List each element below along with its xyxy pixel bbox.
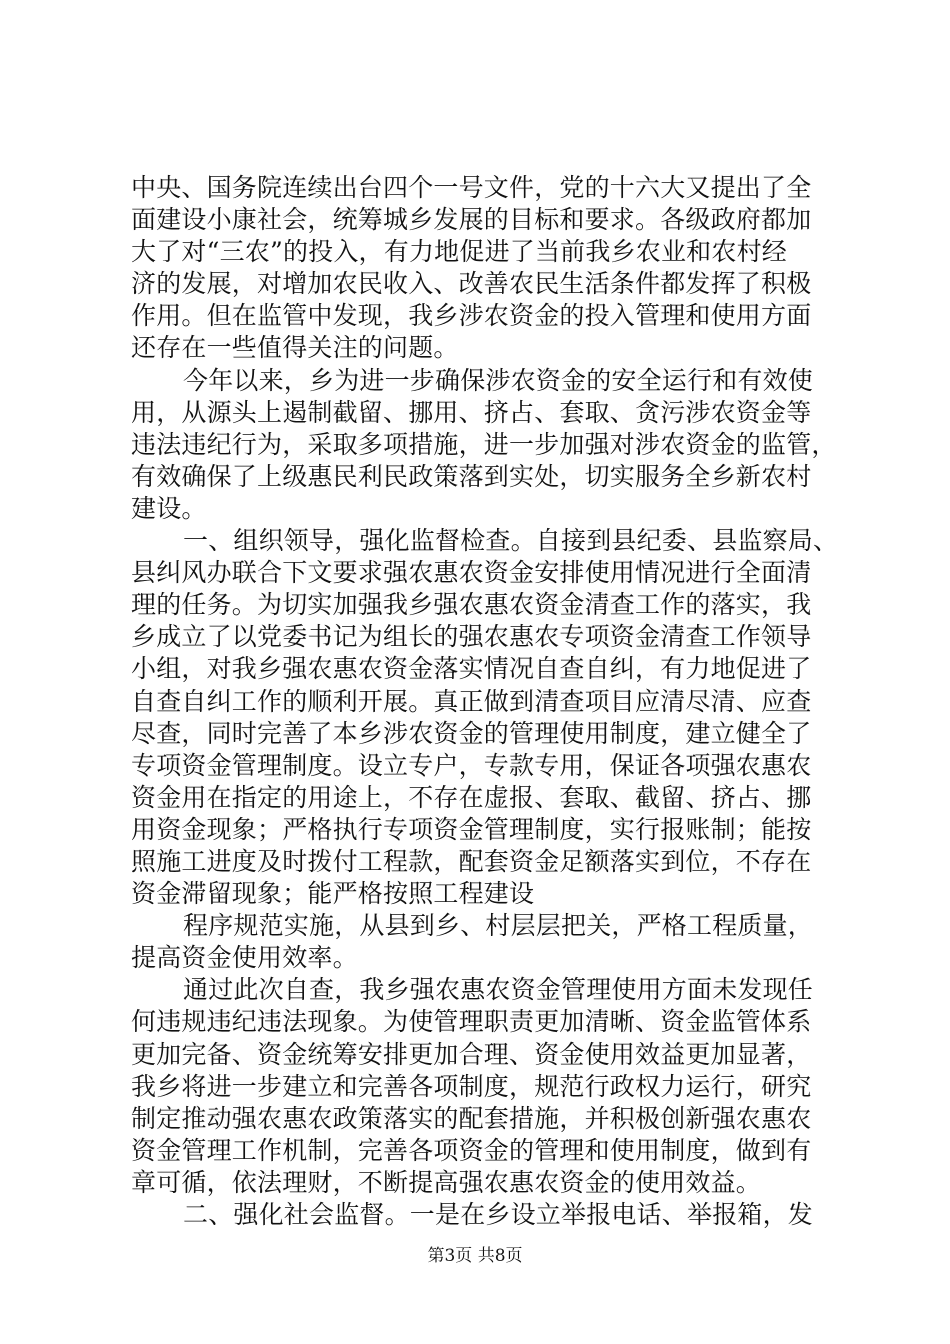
text-line: 章可循，依法理财，不断提高强农惠农资金的使用效益。 [131, 1167, 762, 1197]
text-line: 提高资金使用效率。 [131, 943, 358, 973]
text-line: 资金滞留现象；能严格按照工程建设 [131, 879, 535, 909]
section-heading-line: 一、组织领导，强化监督检查。自接到县纪委、县监察局、 [183, 526, 839, 556]
text-line: 自查自纠工作的顺利开展。真正做到清查项目应清尽清、应查 [131, 686, 812, 716]
text-line: 中央、国务院连续出台四个一号文件，党的十六大又提出了全 [131, 173, 812, 202]
text-line: 何违规违纪违法现象。为使管理职责更加清晰、资金监管体系 [131, 1007, 812, 1037]
text-line: 我乡将进一步建立和完善各项制度，规范行政权力运行，研究 [131, 1071, 812, 1101]
text-line: 资金管理工作机制，完善各项资金的管理和使用制度，做到有 [131, 1135, 812, 1165]
text-line: 面建设小康社会，统筹城乡发展的目标和要求。各级政府都加 [131, 205, 812, 235]
paragraph-first-line: 程序规范实施，从县到乡、村层层把关，严格工程质量， [183, 911, 814, 941]
text-line: 用，从源头上遏制截留、挪用、挤占、套取、贪污涉农资金等 [131, 397, 812, 427]
text-line: 违法违纪行为，采取多项措施，进一步加强对涉农资金的监管， [131, 429, 837, 459]
body-text [131, 172, 839, 1231]
text-line: 县纠风办联合下文要求强农惠农资金安排使用情况进行全面清 [131, 558, 812, 588]
paragraph-first-line: 今年以来，乡为进一步确保涉农资金的安全运行和有效使 [183, 365, 814, 395]
text-line: 小组，对我乡强农惠农资金落实情况自查自纠，有力地促进了 [131, 654, 812, 684]
text-line: 更加完备、资金统筹安排更加合理、资金使用效益更加显著， [131, 1039, 812, 1069]
text-line: 制定推动强农惠农政策落实的配套措施，并积极创新强农惠农 [131, 1103, 812, 1133]
text-line: 乡成立了以党委书记为组长的强农惠农专项资金清查工作领导 [131, 622, 812, 652]
page-number: 第3页 共8页 [427, 1246, 523, 1266]
page-footer [0, 1245, 950, 1267]
text-line: 还存在一些值得关注的问题。 [131, 333, 459, 363]
text-line: 有效确保了上级惠民利民政策落到实处，切实服务全乡新农村 [131, 461, 812, 491]
text-line: 照施工进度及时拨付工程款，配套资金足额落实到位，不存在 [131, 846, 812, 876]
text-line: 建设。 [131, 493, 207, 523]
text-line: 大了对“三农”的投入，有力地促进了当前我乡农业和农村经 [131, 237, 787, 267]
text-line: 济的发展，对增加农民收入、改善农民生活条件都发挥了积极 [131, 269, 812, 299]
text-line: 尽查，同时完善了本乡涉农资金的管理使用制度，建立健全了 [131, 718, 812, 748]
section-heading-line: 二、强化社会监督。一是在乡设立举报电话、举报箱，发 [183, 1200, 814, 1229]
text-line: 用资金现象；严格执行专项资金管理制度，实行报账制；能按 [131, 814, 812, 844]
paragraph-first-line: 通过此次自查，我乡强农惠农资金管理使用方面未发现任 [183, 975, 814, 1005]
text-line: 专项资金管理制度。设立专户，专款专用，保证各项强农惠农 [131, 750, 812, 780]
text-line: 资金用在指定的用途上，不存在虚报、套取、截留、挤占、挪 [131, 782, 812, 812]
text-line: 作用。但在监管中发现，我乡涉农资金的投入管理和使用方面 [131, 301, 812, 331]
text-line: 理的任务。为切实加强我乡强农惠农资金清查工作的落实，我 [131, 590, 812, 620]
